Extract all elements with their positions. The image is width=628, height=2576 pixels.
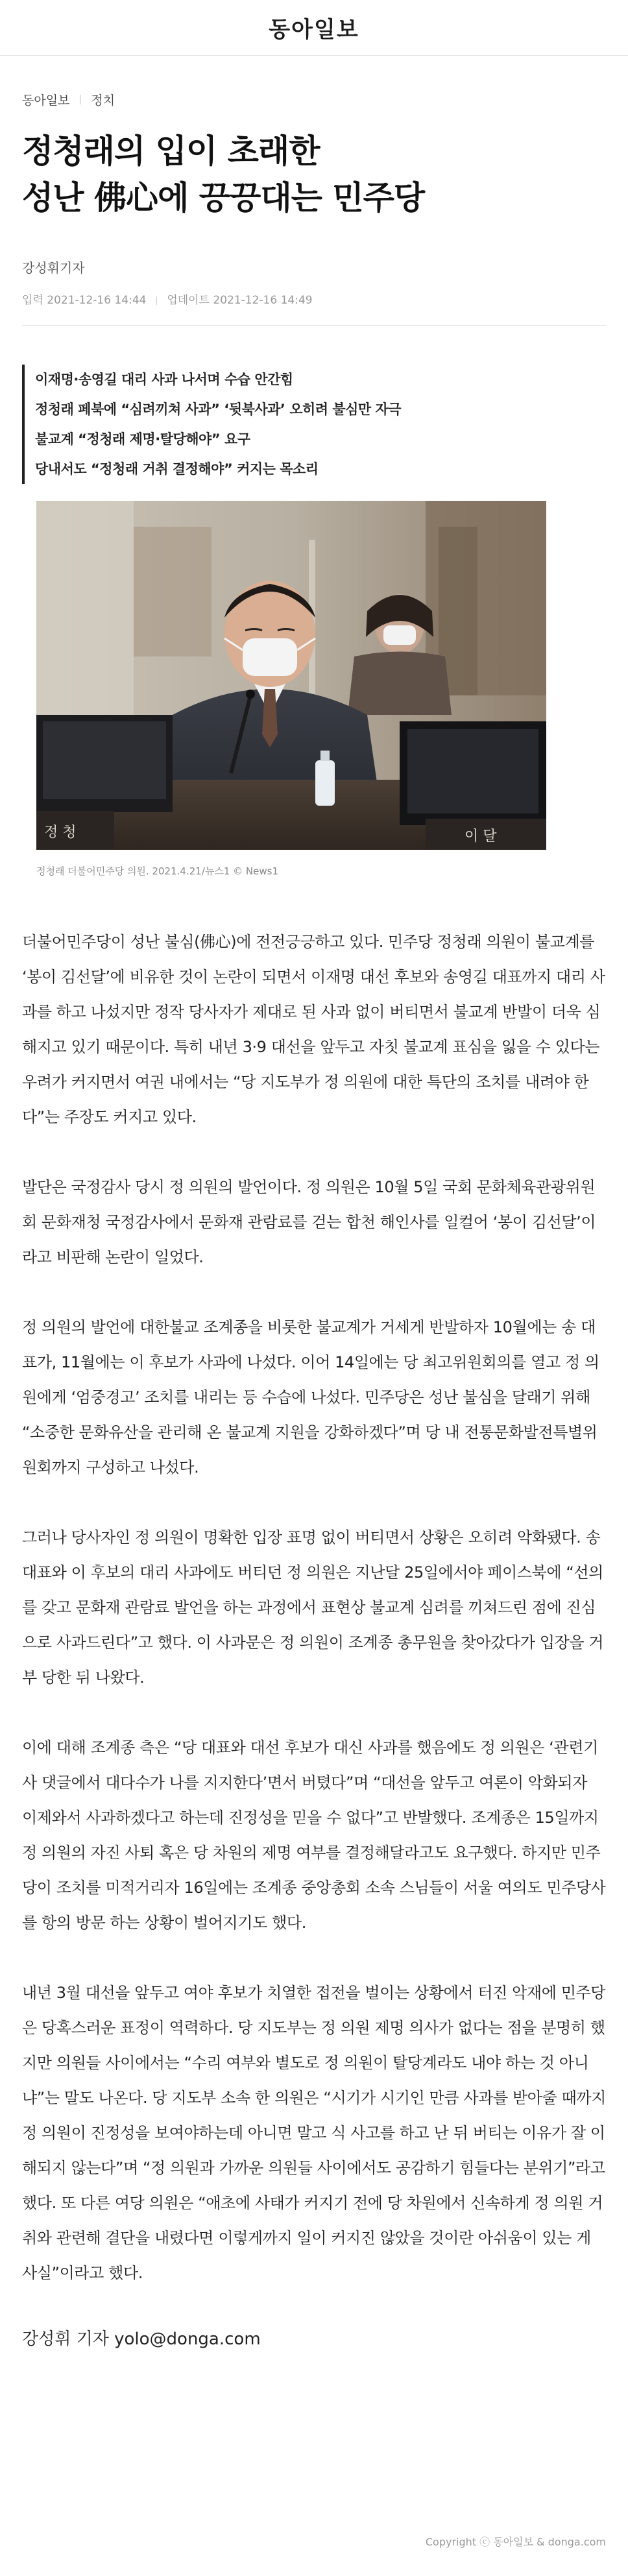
article-headline [22,128,606,221]
updated-date: 2021-12-16 14:49 [213,294,313,307]
breadcrumb-category[interactable]: 정치 [91,93,115,108]
published-date: 2021-12-16 14:44 [47,294,147,307]
article-photo[interactable] [36,501,546,850]
article-photo-wrapper [0,501,628,850]
body-paragraph: 이에 대해 조계종 측은 “당 대표와 대선 후보가 대신 사과를 했음에도 정 의원은 ‘관련기사 댓글에서 대다수가 나를 지지한다’면서 버텼다”며 “대선을 앞두고 여론이 악화되자 이제와서 사과하겠다고 하는데 진정성을 믿을 수 없다”고 반발했다. 조계종은 15일까지 정 의원의 자진 사퇴 혹은 당 차원의 제명 여부를 결정해달라고도 요구했다. 하지만 민주당이 조치를 미적거리자 16일에는 조계종 중앙총회 소속 스님들이 서울 여의도 민주당사를 항의 방문 하는 상황이 벌어지기도 했다. [22,1739,606,1932]
summary-item: 불교계 “정청래 제명·탈당해야” 요구 [35,431,250,447]
reporter-contact[interactable]: 강성휘 기자 yolo@donga.com [22,2329,261,2349]
summary-item: 이재명·송영길 대리 사과 나서며 수습 안간힘 [35,372,293,387]
body-paragraph: 내년 3월 대선을 앞두고 여야 후보가 치열한 접전을 벌이는 상황에서 터진 악재에 민주당은 당혹스러운 표정이 역력하다. 당 지도부는 정 의원 제명 의사가 없다는 점을 분명히 했지만 의원들 사이에서는 “수리 여부와 별도로 정 의원이 탈당계라도 내야 하는 것 아니냐”는 말도 나온다. 당 지도부 소속 한 의원은 “시기가 시기인 만큼 사과를 받아줄 때까지 정 의원이 진정성을 보여야하는데 아니면 말고 식 사고를 하고 난 뒤 버티는 이유가 잘 이해되지 않는다”며 “정 의원과 가까운 의원들 사이에서도 공감하기 힘들다는 분위기”라고 했다. 또 다른 여당 의원은 “애초에 사태가 커지기 전에 당 차원에서 신속하게 정 의원 거취와 관련해 결단을 내렸다면 이렇게까지 일이 커지진 않았을 것이란 아쉬움이 있는 게 사실”이라고 했다. [22,1984,606,2282]
body-paragraph: 더불어민주당이 성난 불심(佛心)에 전전긍긍하고 있다. 민주당 정청래 의원이 불교계를 ‘봉이 김선달’에 비유한 것이 논란이 되면서 이재명 대선 후보와 송영길 대표까지 대리 사과를 하고 나섰지만 정작 당사자가 제대로 된 사과 없이 버티면서 불교계 반발이 더욱 심해지고 있기 때문이다. 특히 내년 3·9 대선을 앞두고 자칫 불교계 표심을 잃을 수 있다는 우려가 커지면서 여권 내에서는 “당 지도부가 정 의원에 대한 특단의 조치를 내려야 한다”는 주장도 커지고 있다. [22,933,605,1126]
summary-item: 당내서도 “정청래 거취 결정해야” 커지는 목소리 [35,461,319,477]
nameplate-right-text: 이 달 [465,828,497,845]
body-paragraph: 그러나 당사자인 정 의원이 명확한 입장 표명 없이 버티면서 상황은 오히려 악화됐다. 송 대표와 이 후보의 대리 사과에도 버티던 정 의원은 지난달 25일에서야 페이스북에 “선의를 갖고 문화재 관람료 발언을 하는 과정에서 표현상 불교계 심려를 끼쳐드린 점에 진심으로 사과드린다”고 했다. 이 사과문은 정 의원이 조계종 총무원을 찾아갔다가 입장을 거부 당한 뒤 나왔다. [22,1528,604,1687]
article-content [0,91,628,484]
photo-illustration [36,501,546,850]
site-logo[interactable]: 동아일보 [269,17,359,43]
date-divider [156,296,157,305]
published-label: 입력 [22,294,43,307]
article-body [0,924,628,2350]
headline-line-1: 정청래의 입이 초래한 [22,132,320,170]
headline-line-2: 성난 佛心에 끙끙대는 민주당 [22,179,425,217]
updated-label: 업데이트 [167,294,210,307]
article-summary [22,365,606,484]
summary-item: 정청래 페북에 “심려끼쳐 사과” ‘뒷북사과’ 오히려 불심만 자극 [35,402,402,417]
body-paragraph: 발단은 국정감사 당시 정 의원의 발언이다. 정 의원은 10월 5일 국회 문화체육관광위원회 문화재청 국정감사에서 문화재 관람료를 걷는 합천 해인사를 일컬어 ‘봉이 김선달’이라고 비판해 논란이 일었다. [22,1178,596,1266]
breadcrumb-section[interactable]: 동아일보 [22,93,70,108]
article-dates [22,291,606,307]
copyright-notice: Copyright ⓒ 동아일보 & donga.com [425,2536,606,2548]
photo-caption: 정청래 더불어민주당 의원. 2021.4.21/뉴스1 © News1 [36,865,278,877]
body-paragraph: 정 의원의 발언에 대한불교 조계종을 비롯한 불교계가 거세게 반발하자 10월에는 송 대표가, 11월에는 이 후보가 사과에 나섰다. 이어 14일에는 당 최고위원회의를 열고 정 의원에게 ‘엄중경고’ 조치를 내리는 등 수습에 나섰다. 민주당은 성난 불심을 달래기 위해 “소중한 문화유산을 관리해 온 불교계 지원을 강화하겠다”며 당 내 전통문화발전특별위원회까지 구성하고 나섰다. [22,1318,599,1476]
masthead [0,0,628,56]
nameplate-left-text: 정 청 [44,825,77,841]
byline[interactable]: 강성휘기자 [22,260,85,276]
breadcrumb [22,91,606,108]
header-divider [22,325,606,326]
